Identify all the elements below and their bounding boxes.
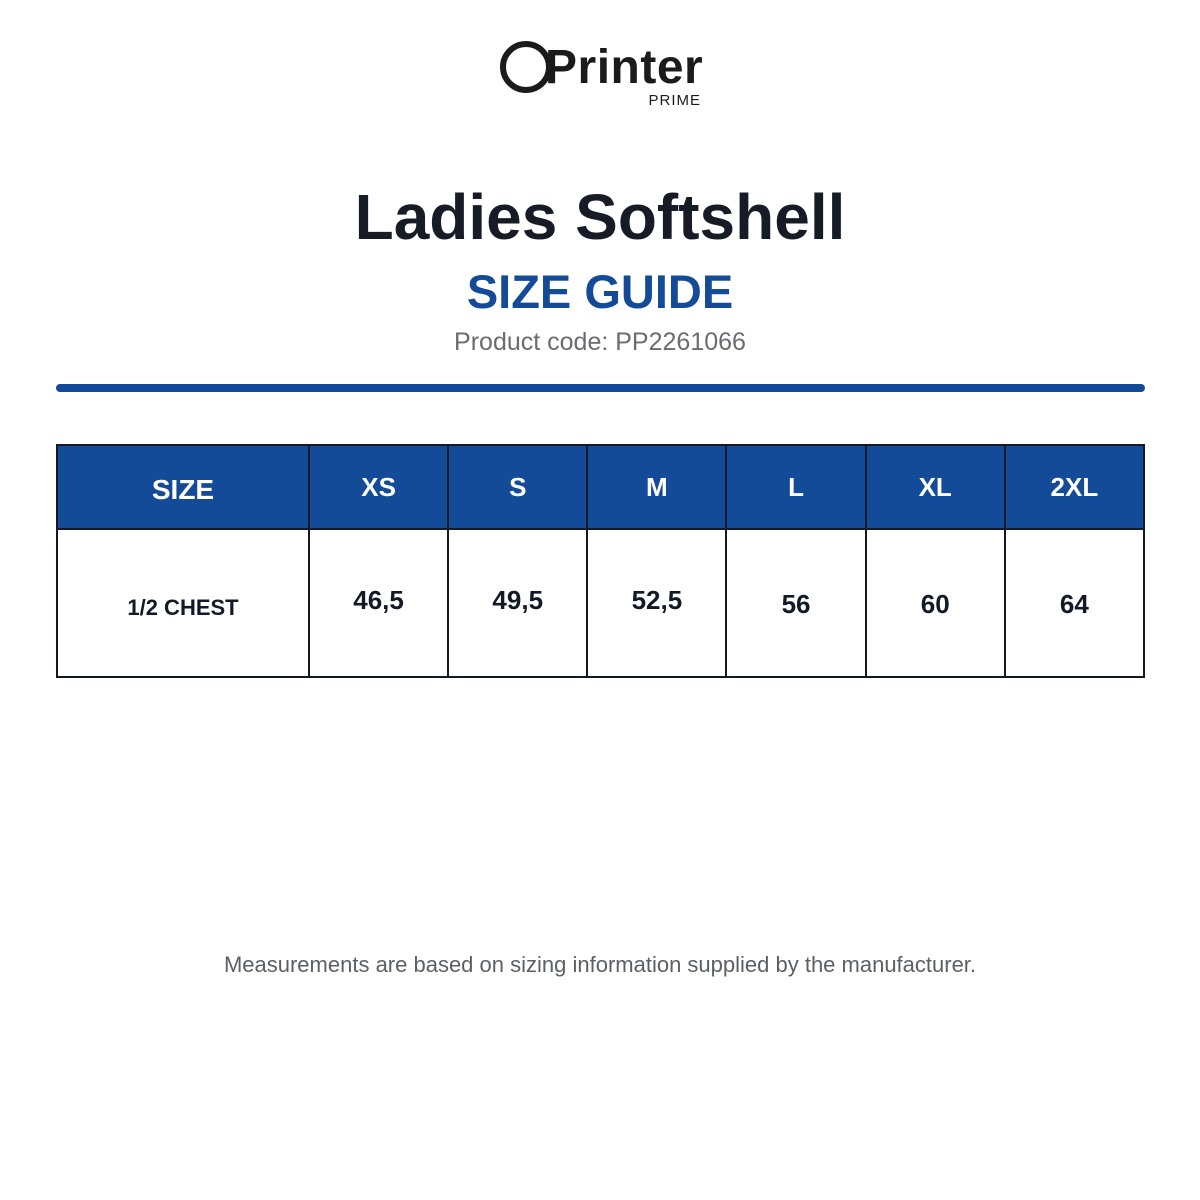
header-size-xs: XS [309, 445, 448, 529]
table-cell: 64 [1005, 529, 1144, 677]
header-size-m: M [587, 445, 726, 529]
brand-name: Printer [545, 41, 704, 94]
header-size-2xl: 2XL [1005, 445, 1144, 529]
page-title: Ladies Softshell [354, 181, 846, 253]
table-row [57, 529, 1144, 677]
page-subtitle: SIZE GUIDE [466, 265, 734, 318]
table-cell: 60 [866, 529, 1005, 677]
row-label: 1/2 CHEST [57, 529, 309, 677]
header-size-l: L [726, 445, 865, 529]
divider [56, 384, 1145, 392]
table-cell: 52,5 [587, 529, 726, 677]
brand-logo [499, 38, 703, 112]
brand-sub: PRIME [648, 92, 701, 109]
header-size-s: S [448, 445, 587, 529]
table-cell: 49,5 [448, 529, 587, 677]
footnote: Measurements are based on sizing information supplied by the manufacturer. [223, 952, 977, 977]
header-size-label: SIZE [57, 445, 309, 529]
table-cell: 56 [726, 529, 865, 677]
table-header-row [57, 445, 1144, 529]
product-code: Product code: PP2261066 [454, 328, 746, 356]
table-cell: 46,5 [309, 529, 448, 677]
size-table [56, 444, 1145, 678]
header-size-xl: XL [866, 445, 1005, 529]
